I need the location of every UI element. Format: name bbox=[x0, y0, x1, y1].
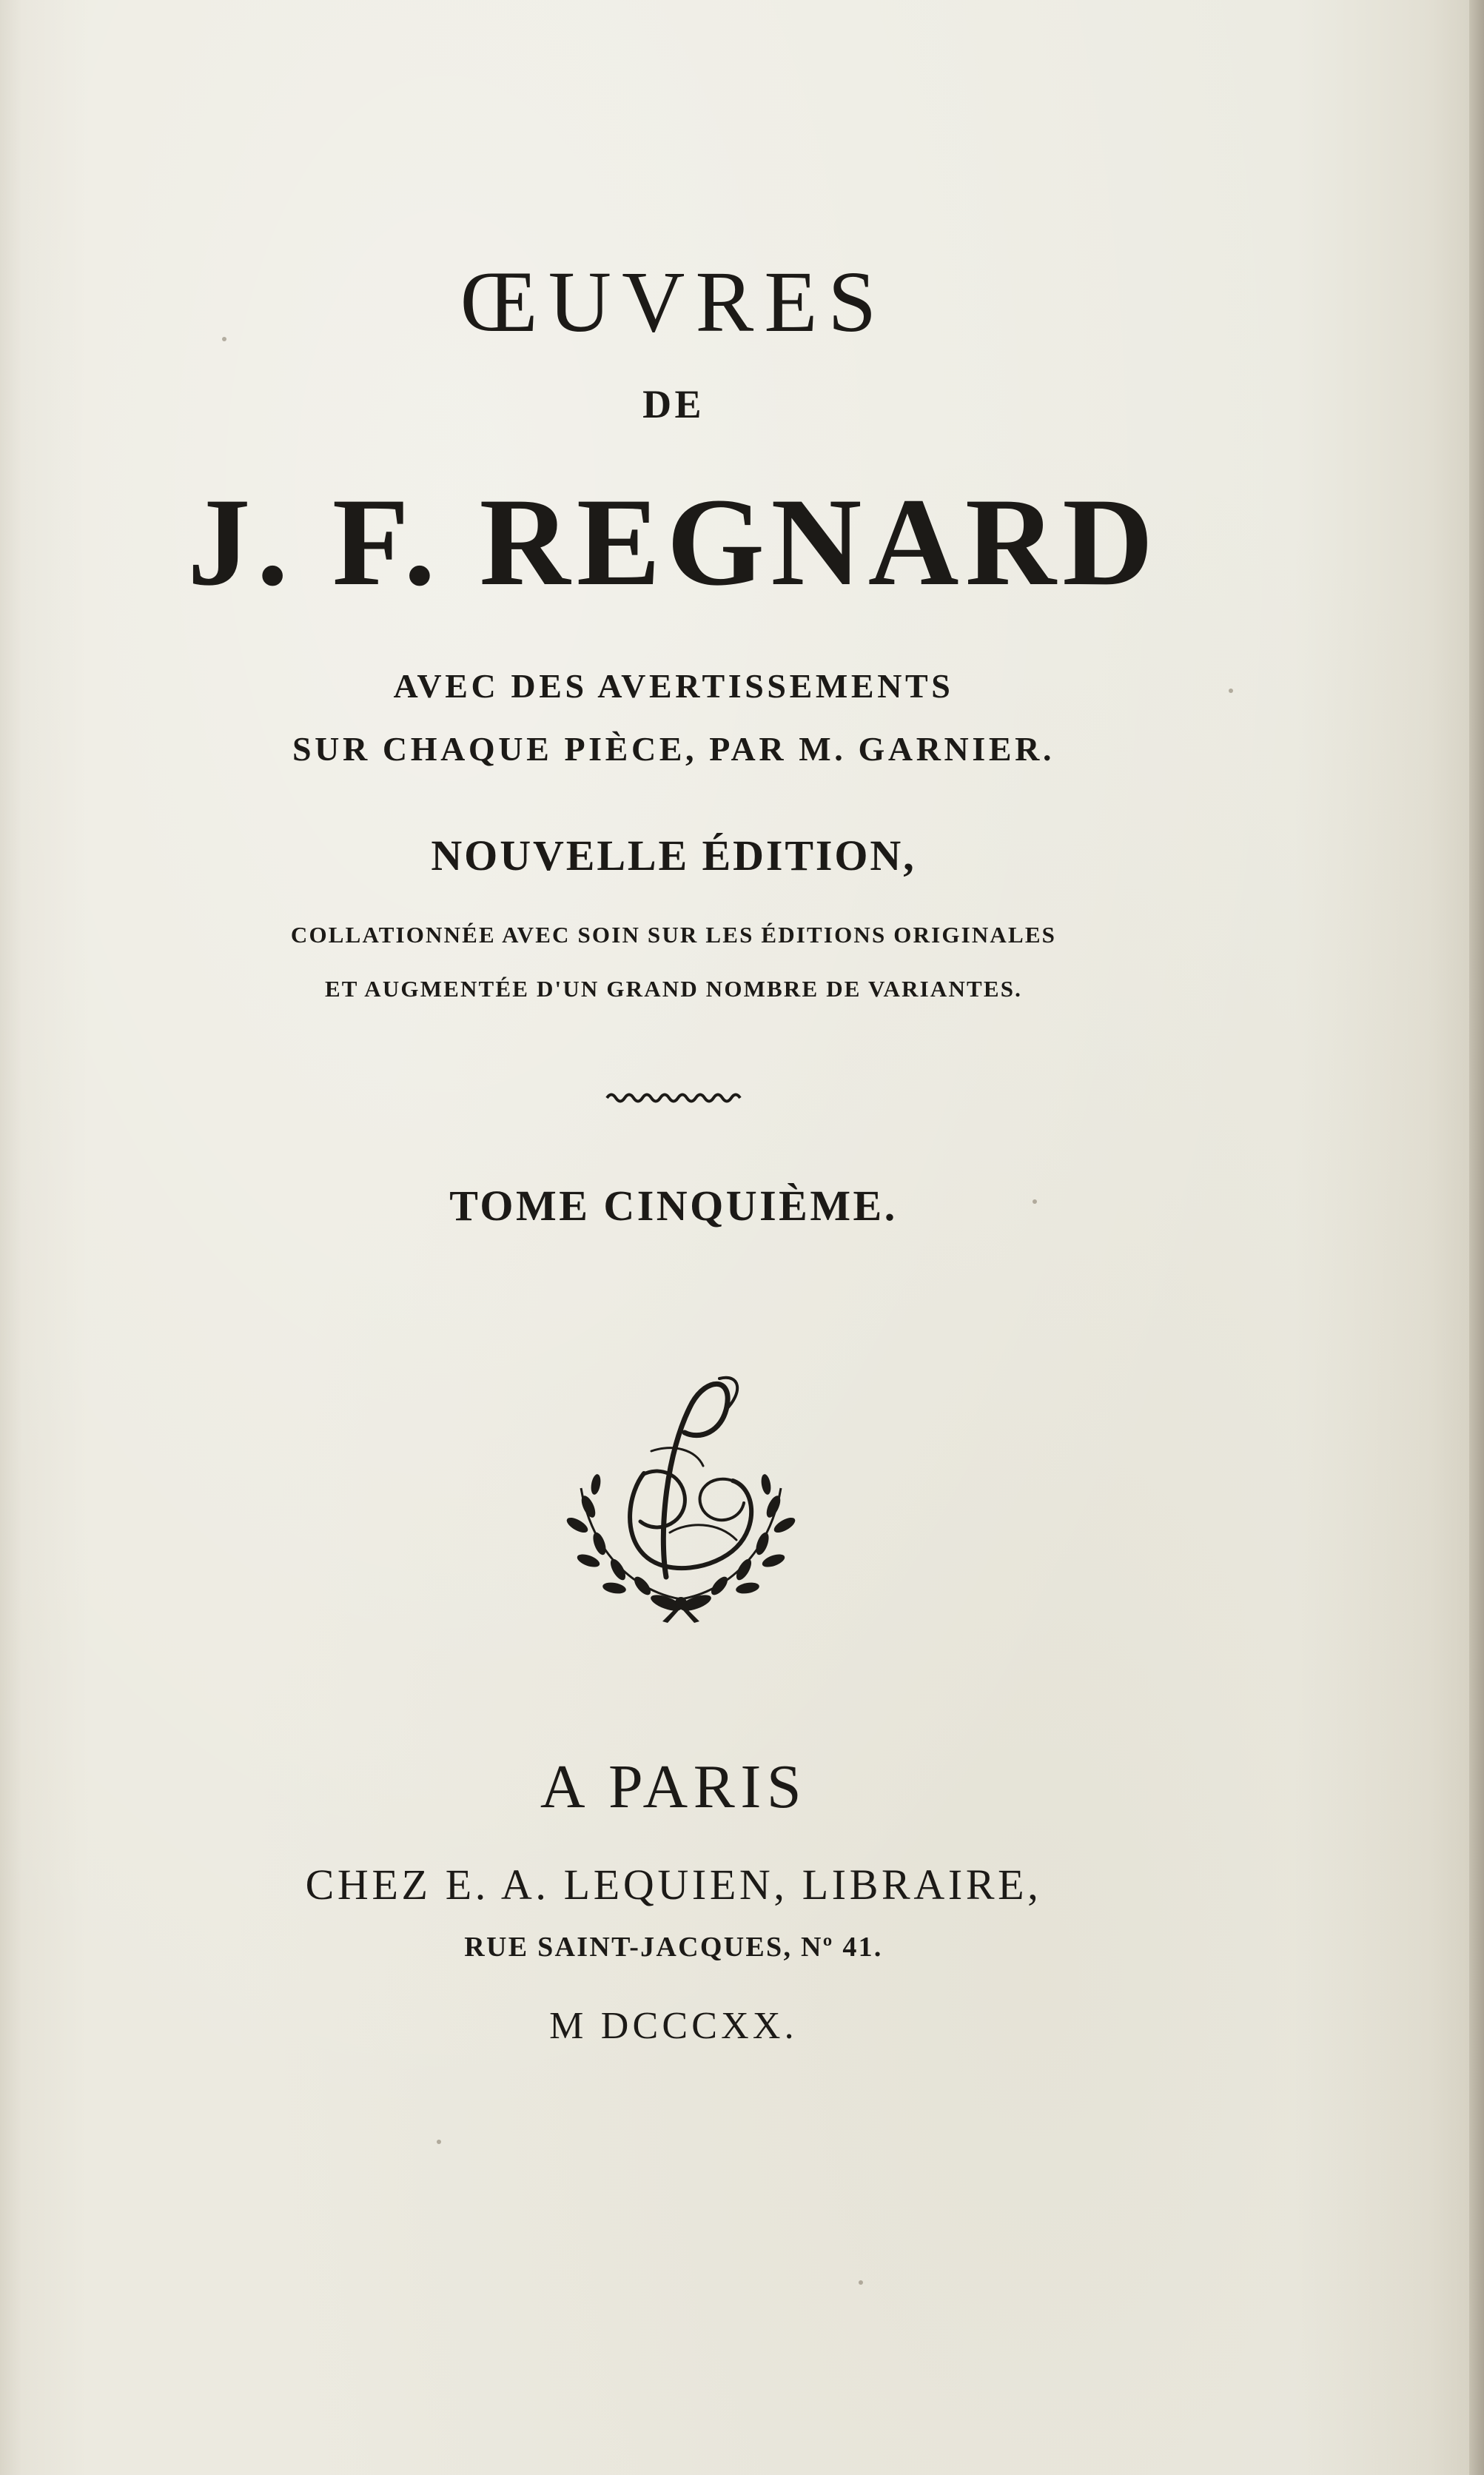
monogram-emblem bbox=[555, 1362, 807, 1629]
paper-speck bbox=[1033, 1199, 1037, 1204]
imprint-year: M DCCCXX. bbox=[549, 2005, 798, 2047]
paper-speck bbox=[859, 2280, 863, 2285]
imprint-place: A PARIS bbox=[540, 1752, 808, 1821]
collation-line-1: COLLATIONNÉE AVEC SOIN SUR LES ÉDITIONS ORIGINALES bbox=[290, 922, 1057, 948]
collation-line-2: ET AUGMENTÉE D'UN GRAND NOMBRE DE VARIANTES. bbox=[324, 976, 1023, 1002]
subtitle-line-2: SUR CHAQUE PIÈCE, PAR M. GARNIER. bbox=[292, 730, 1055, 768]
imprint-address: RUE SAINT-JACQUES, Nº 41. bbox=[464, 1932, 883, 1963]
volume-number: TOME CINQUIÈME. bbox=[449, 1182, 898, 1230]
paper-speck bbox=[437, 2140, 441, 2144]
wavy-rule-ornament bbox=[603, 1087, 744, 1109]
edition-statement: NOUVELLE ÉDITION, bbox=[431, 831, 916, 880]
author-name: J. F. REGNARD bbox=[187, 472, 1160, 612]
subtitle-line-1: AVEC DES AVERTISSEMENTS bbox=[393, 667, 954, 705]
book-title: ŒUVRES bbox=[460, 253, 887, 350]
title-preposition: DE bbox=[642, 382, 705, 426]
imprint-publisher: CHEZ E. A. LEQUIEN, LIBRAIRE, bbox=[305, 1861, 1042, 1909]
paper-speck bbox=[1229, 689, 1233, 693]
paper-speck bbox=[222, 337, 226, 341]
